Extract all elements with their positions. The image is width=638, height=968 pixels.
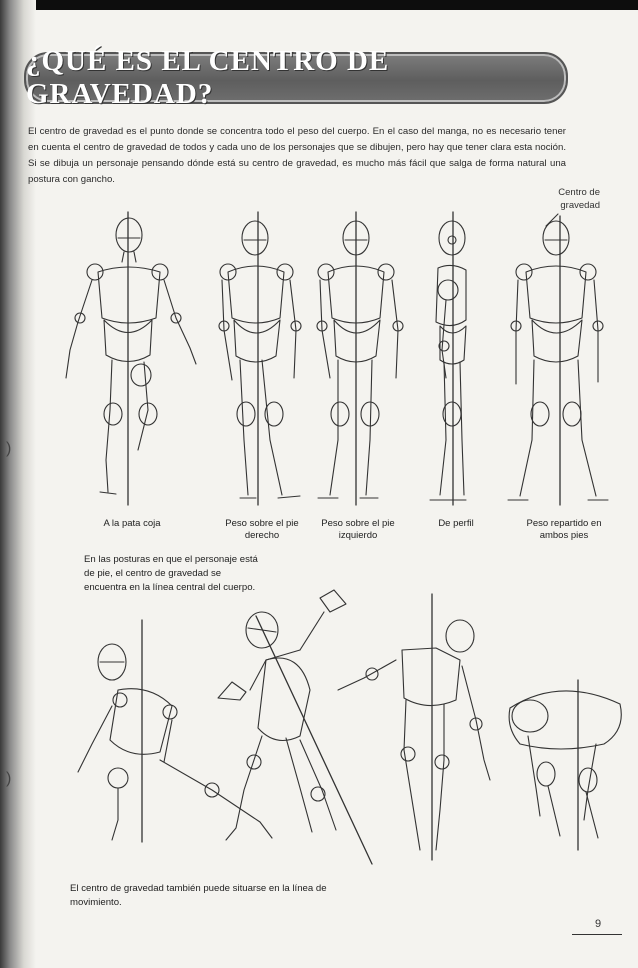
- figure-weight-right: [219, 212, 301, 505]
- caption-both-feet: Peso repartido en ambos pies: [526, 518, 602, 541]
- figure-profile: [430, 212, 466, 505]
- gutter-mark: ): [6, 440, 12, 457]
- gutter-mark: ): [6, 770, 12, 787]
- figure-one-leg: [66, 212, 196, 505]
- note-motion: El centro de gravedad también puede situarse en la línea de movimiento.: [70, 883, 327, 908]
- caption-profile: De perfil: [438, 518, 474, 529]
- caption-weight-right: Peso sobre el pie derecho: [225, 518, 299, 541]
- page-number: 9: [594, 918, 602, 930]
- figure-bending: [509, 680, 621, 850]
- caption-weight-left: Peso sobre el pie izquierdo: [321, 518, 395, 541]
- intro-paragraph: El centro de gravedad es el punto donde se concentra todo el peso del cuerpo. En el caso del manga, no es necesario tener en cuenta el centro de gravedad de todos y cada uno de los personajes que se dibujen, pero hay que tener clara esta noción. Si se dibuja un personaje pensando dónde está su centro de gravedad, es mucho más fácil que salga de forma natural una postura con gancho.: [28, 126, 566, 185]
- page-number-rule: [572, 934, 622, 935]
- note-standing: En las posturas en que el personaje está de pie, el centro de gravedad se encuentra en la línea central del cuerpo.: [84, 554, 258, 593]
- figure-both-feet: [508, 216, 608, 505]
- figure-lunge: [78, 620, 272, 842]
- figure-runner: [218, 590, 372, 864]
- page-title: ¿QUÉ ES EL CENTRO DE GRAVEDAD?: [26, 45, 390, 110]
- figure-weight-left: [317, 212, 403, 505]
- caption-one-leg: A la pata coja: [103, 518, 161, 529]
- center-of-gravity-callout: Centro de gravedad: [558, 187, 600, 211]
- figure-reaching: [338, 594, 490, 860]
